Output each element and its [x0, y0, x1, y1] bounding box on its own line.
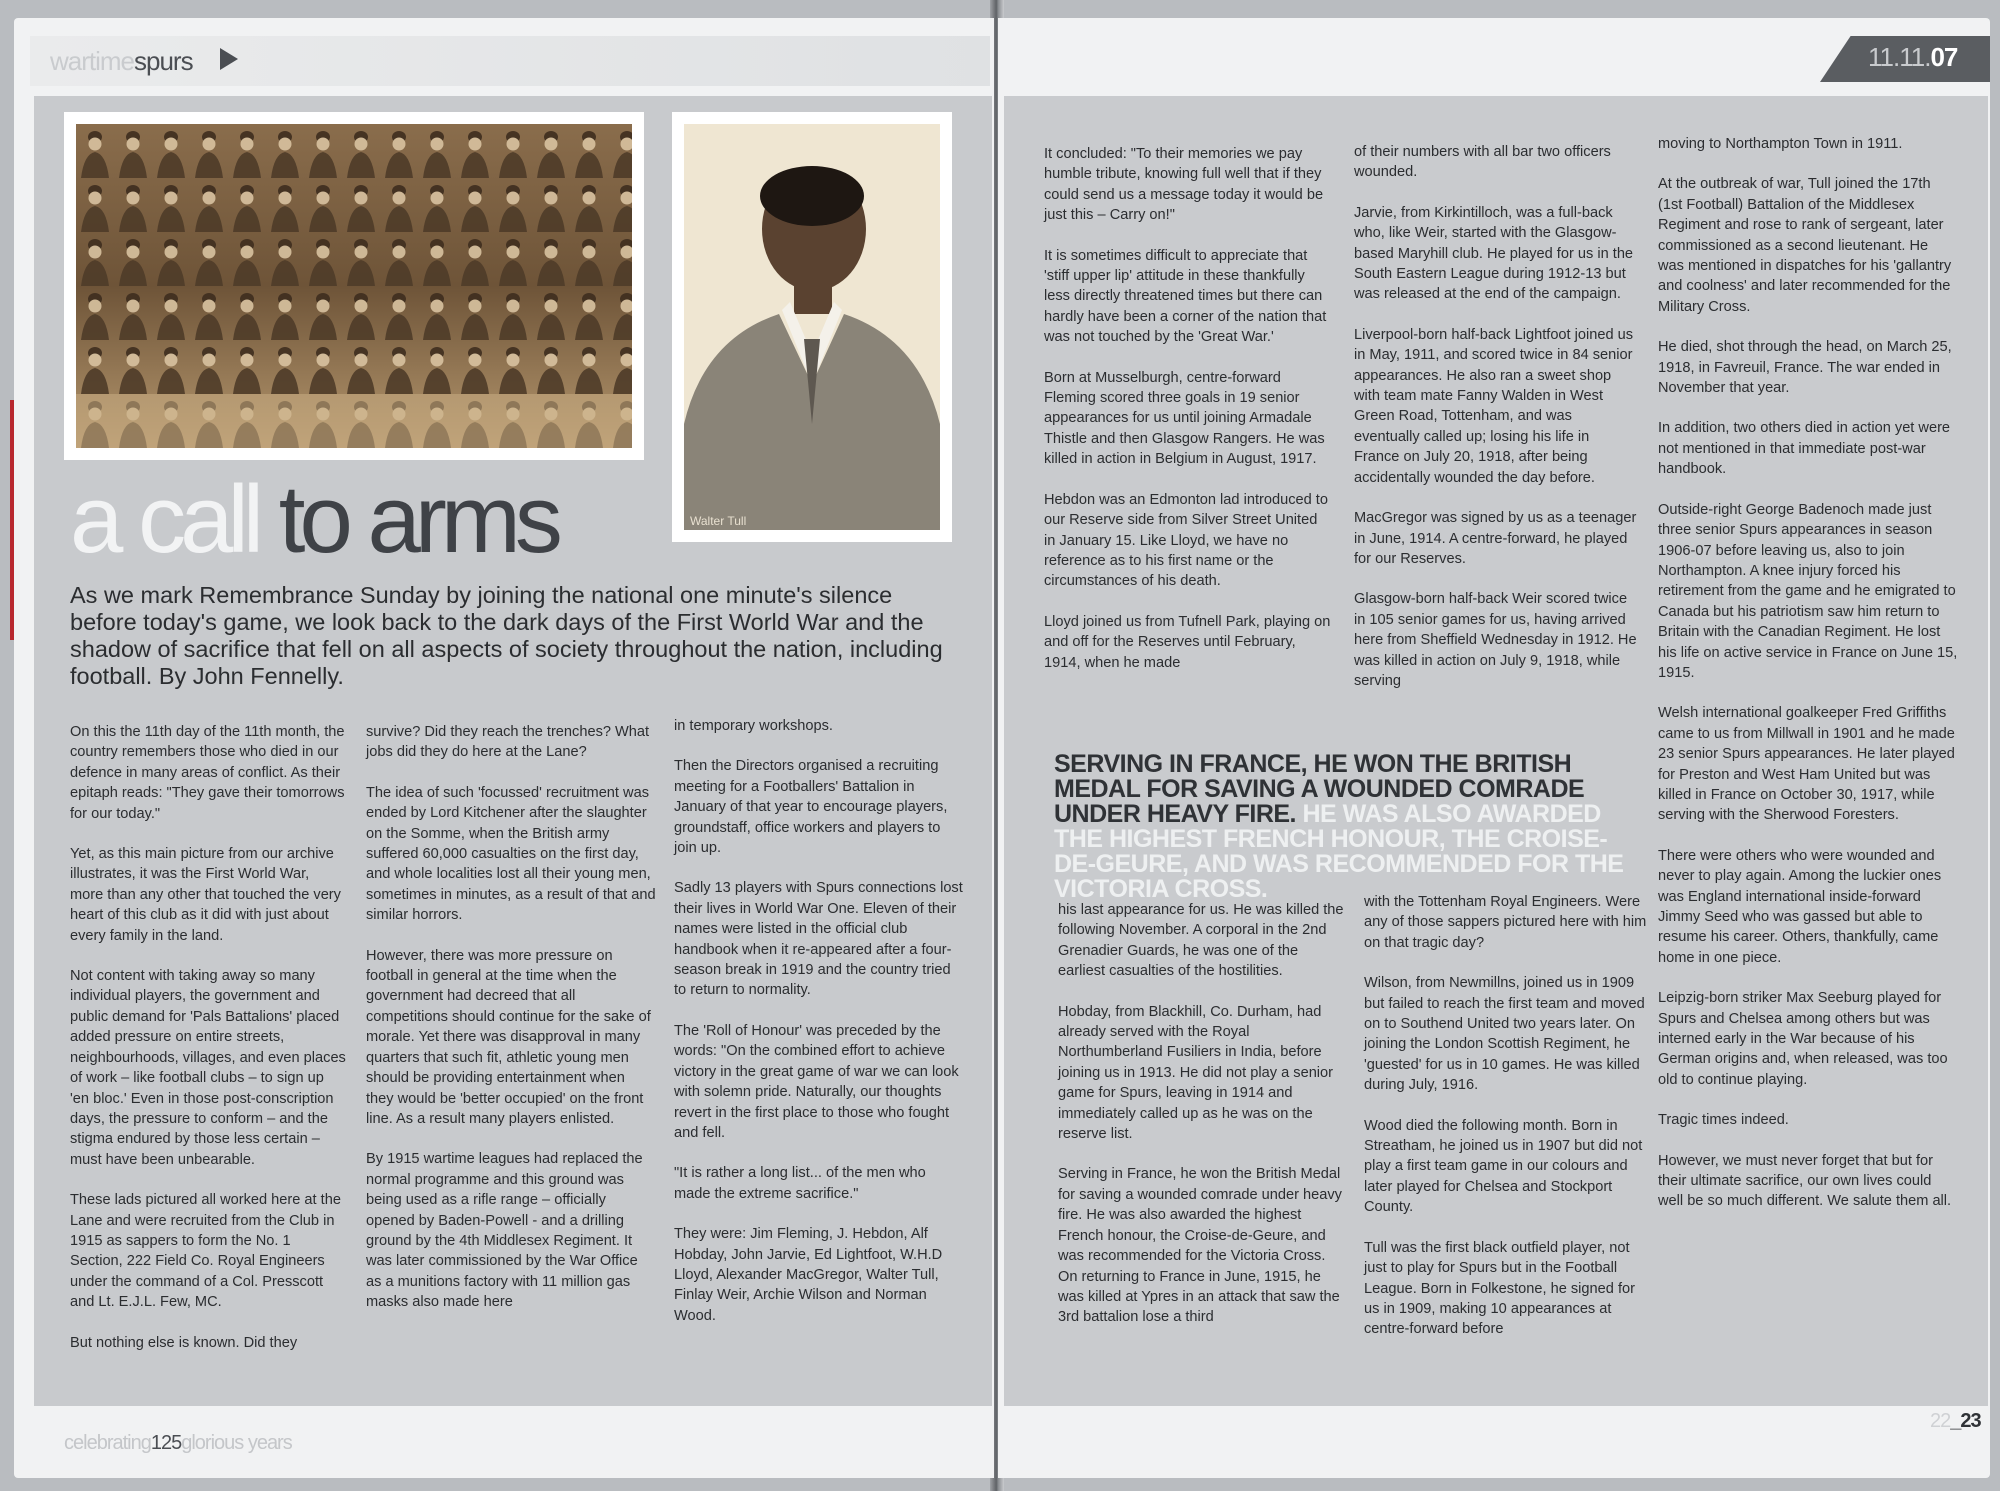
paragraph: By 1915 wartime leagues had replaced the normal programme and this ground was being used as a rifle range – officially opened by Baden-Powell - and a drilling ground by the 4th Middlesex Regiment. It was later commissioned by the War Office as a munitions factory with 11 million gas masks also made here [366, 1151, 643, 1311]
walter-tull-portrait [672, 112, 952, 542]
article-column-5 [1354, 142, 1638, 711]
paragraph: Hobday, from Blackhill, Co. Durham, had already served with the Royal Northumberland Fusiliers in India, before joining us in 1913. He did not play a senior game for Spurs, leaving in 1914 and immediately called up as he was on the reserve list. [1058, 1003, 1334, 1143]
portrait-image [684, 124, 940, 530]
section-tag-dark: spurs [134, 46, 193, 76]
paragraph: It is sometimes difficult to appreciate that 'stiff upper lip' attitude in these thankfully less directly threatened times but there can hardly have been a corner of the nation that was not touched by the 'Great War.' [1044, 247, 1327, 346]
paragraph: Then the Directors organised a recruiting meeting for a Footballers' Battalion in January of that year to encourage players, groundstaff, office workers and players to join up. [674, 758, 948, 857]
headline-light: a call [70, 466, 259, 573]
footer-tagline [64, 1432, 292, 1455]
footer-light-a: celebrating [64, 1432, 151, 1454]
paragraph: with the Tottenham Royal Engineers. Were any of those sappers pictured here with him on that tragic day? [1364, 894, 1647, 951]
red-edge-marker [10, 400, 14, 640]
article-column-6 [1658, 134, 1958, 1232]
pull-quote [1054, 752, 1644, 902]
section-tag-light: wartime [50, 46, 135, 76]
paragraph: in temporary workshops. [674, 718, 833, 734]
paragraph: Sadly 13 players with Spurs connections lost their lives in World War One. Eleven of their names were listed in the official club handbook when it re-appeared after a four-season break in 1919 and the country tried to return to normality. [674, 880, 963, 999]
pull-quote-light: HE WAS ALSO AWARDED THE HIGHEST FRENCH HONOUR, THE CROISE-DE-GEURE, AND WAS RECOMMENDED FOR THE VICTORIA CROSS. [1054, 800, 1624, 903]
paragraph: Not content with taking away so many individual players, the government and public demand for 'Pals Battalions' placed added pressure on entire streets, neighbourhoods, villages, and even places of work – like football clubs – to sign up 'en bloc.' Even in those post-conscription days, the pressure to conform – and the stigma endured by those less certain – must have been unbearable. [70, 968, 346, 1168]
paragraph: At the outbreak of war, Tull joined the 17th (1st Football) Battalion of the Middlesex Regiment and rose to rank of sergeant, later commissioned as a second lieutenant. He was mentioned in dispatches for his 'gallantry and coolness' and later recommended for the Military Cross. [1658, 176, 1952, 315]
paragraph: The 'Roll of Honour' was preceded by the words: "On the combined effort to achieve victory in the great game of war we can look with solemn pride. Naturally, our thoughts revert in the first place to those who fought and fell. [674, 1022, 959, 1141]
footer-light-b: glorious years [181, 1432, 292, 1454]
paragraph: Serving in France, he won the British Medal for saving a wounded comrade under heavy fire. He was also awarded the highest French honour, the Croise-de-Geure, and was recommended for the Victoria Cross. On returning to France in June, 1915, he was killed at Ypres in an attack that saw the 3rd battalion lose a third [1058, 1166, 1342, 1326]
paragraph: his last appearance for us. He was killed the following November. A corporal in the 2nd Grenadier Guards, he was one of the earliest casualties of the hostilities. [1058, 902, 1344, 980]
paragraph: moving to Northampton Town in 1911. [1658, 136, 1903, 152]
page-number-dark: _23 [1950, 1410, 1981, 1432]
article-intro: As we mark Remembrance Sunday by joining the national one minute's silence before today's game, we look back to the dark days of the First World War and the shadow of sacrifice that fell on all aspects of society throughout the nation, including football. By John Fennelly. [70, 582, 943, 689]
pull-quote-dark: SERVING IN FRANCE, HE WON THE BRITISH MEDAL FOR SAVING A WOUNDED COMRADE UNDER HEAVY FIRE. [1054, 750, 1585, 828]
paragraph: survive? Did they reach the trenches? What jobs did they do here at the Lane? [366, 724, 650, 761]
paragraph: There were others who were wounded and never to play again. Among the luckier ones was England international inside-forward Jimmy Seed who was gassed but able to resume his career. Others, thankfully, came home in one piece. [1658, 847, 1942, 966]
article-column-8 [1364, 892, 1648, 1360]
paragraph: Leipzig-born striker Max Seeburg played for Spurs and Chelsea among others but was interned early in the War because of his German origins and, when released, was too old to continue playing. [1658, 990, 1948, 1088]
paragraph: Hebdon was an Edmonton lad introduced to our Reserve side from Silver Street United in January 15. Like Lloyd, we have no reference as to his first name or the circumstances of his death. [1044, 491, 1328, 590]
paragraph: These lads pictured all worked here at the Lane and were recruited from the Club in 1915 as sappers to form the No. 1 Section, 222 Field Co. Royal Engineers under the command of a Col. Presscott and Lt. E.J.L. Few, MC. [70, 1192, 341, 1311]
paragraph: On this the 11th day of the 11th month, the country remembers those who died in our defence in many areas of conflict. As their epitaph reads: "They gave their tomorrows for our today." [70, 724, 345, 822]
paragraph: Lloyd joined us from Tufnell Park, playing on and off for the Reserves until February, 1914, when he made [1044, 613, 1331, 671]
paragraph: Tull was the first black outfield player, not just to play for Spurs but in the Football League. Born in Folkestone, he signed for us in 1909, making 10 appearances at centre-forward before [1364, 1239, 1635, 1338]
article-column-1 [70, 722, 346, 1373]
page-number-light: 22 [1930, 1410, 1951, 1432]
paragraph: Welsh international goalkeeper Fred Griffiths came to us from Millwall in 1901 and he made 23 senior Spurs appearances. He later played for Preston and West Ham United but was killed in France on October 30, 1917, while serving with the Sherwood Foresters. [1658, 705, 1955, 824]
portrait-caption: Walter Tull [690, 514, 747, 528]
paragraph: They were: Jim Fleming, J. Hebdon, Alf Hobday, John Jarvie, Ed Lightfoot, W.H.D Lloyd, Alexander MacGregor, Walter Tull, Finlay Weir, Archie Wilson and Norman Wood. [674, 1226, 943, 1324]
article-column-3 [674, 716, 964, 1346]
article-column-4 [1044, 144, 1332, 693]
section-tag [50, 46, 193, 77]
footer-number: 125 [150, 1432, 182, 1454]
paragraph: In addition, two others died in action yet were not mentioned in that immediate post-war handbook. [1658, 420, 1951, 478]
paragraph: of their numbers with all bar two officers wounded. [1354, 144, 1611, 181]
paragraph: Born at Musselburgh, centre-forward Fleming scored three goals in 19 senior appearances for us until joining Armadale Thistle and then Glasgow Rangers. He was killed in action in Belgium in August, 1917. [1044, 369, 1325, 468]
date-dark: 07 [1930, 42, 1958, 72]
paragraph: However, we must never forget that but for their ultimate sacrifice, our own lives could well be so much different. We salute them all. [1658, 1152, 1952, 1210]
paragraph: "It is rather a long list... of the men who made the extreme sacrifice." [674, 1165, 926, 1202]
paragraph: It concluded: "To their memories we pay humble tribute, knowing full well that if they could send us a message today it would be just this – Carry on!" [1044, 146, 1324, 224]
issue-date [1868, 42, 1957, 73]
paragraph: Wood died the following month. Born in Streatham, he joined us in 1907 but did not play a first team game in our colours and later played for Chelsea and Stockport County. [1364, 1117, 1643, 1216]
paragraph: Jarvie, from Kirkintilloch, was a full-back who, like Weir, started with the Glasgow-based Maryhill club. He played for us in the South Eastern League during 1912-13 but was released at the end of the campaign. [1354, 204, 1634, 303]
team-photo [64, 112, 644, 460]
paragraph: However, there was more pressure on football in general at the time when the government had decreed that all competitions should continue for the sake of morale. Yet there was disapproval in many quarters that such fit, athletic young men should be providing entertainment when they would be 'better occupied' on the front line. As a result many players enlisted. [366, 947, 651, 1127]
play-arrow-icon [220, 48, 238, 70]
paragraph: MacGregor was signed by us as a teenager in June, 1914. A centre-forward, he played for our Reserves. [1354, 510, 1637, 567]
paragraph: He died, shot through the head, on March 25, 1918, in Favreuil, France. The war ended in November that year. [1658, 339, 1952, 397]
page-number [1930, 1410, 1981, 1433]
paragraph: Liverpool-born half-back Lightfoot joined us in May, 1911, and scored twice in 84 senior appearances. He also ran a sweet shop with team mate Fanny Walden in West Green Road, Tottenham, and was eventually called up; losing his life in France on July 20, 1918, after being accidentally wounded the day before. [1354, 326, 1634, 486]
headline-dark: to arms [278, 466, 557, 573]
paragraph: Yet, as this main picture from our archive illustrates, it was the First World War, more than any other that touched the very heart of this club as it did with just about every family in the land. [70, 846, 341, 944]
article-headline [70, 466, 557, 573]
sepia-group-photo-image [76, 124, 632, 448]
paragraph: But nothing else is known. Did they [70, 1334, 298, 1351]
paragraph: The idea of such 'focussed' recruitment was ended by Lord Kitchener after the slaughter on the Somme, when the British army suffered 60,000 casualties on the first day, and whole localities lost all their young men, sometimes in minutes, as a result of that and similar horrors. [366, 784, 656, 924]
date-light: 11.11. [1868, 42, 1931, 72]
article-column-7 [1058, 900, 1348, 1348]
paragraph: Tragic times indeed. [1658, 1112, 1789, 1129]
paragraph: Outside-right George Badenoch made just three senior Spurs appearances in season 1906-07 before leaving us, also to join Northampton. A knee injury forced his retirement from the game and he emigrated to Canada but his patriotism saw him return to Britain with the Canadian Regiment. He lost his life on active service in France on June 15, 1915. [1658, 501, 1958, 681]
article-column-2 [366, 722, 656, 1333]
paragraph: Glasgow-born half-back Weir scored twice in 105 senior games for us, having arrived here from Sheffield Wednesday in 1912. He was killed in action on July 9, 1918, while serving [1354, 591, 1637, 689]
section-header [30, 36, 990, 86]
paragraph: Wilson, from Newmillns, joined us in 1909 but failed to reach the first team and moved on to Southend United two years later. On joining the London Scottish Regiment, he 'guested' for us in 10 games. He was killed during July, 1916. [1364, 975, 1645, 1094]
